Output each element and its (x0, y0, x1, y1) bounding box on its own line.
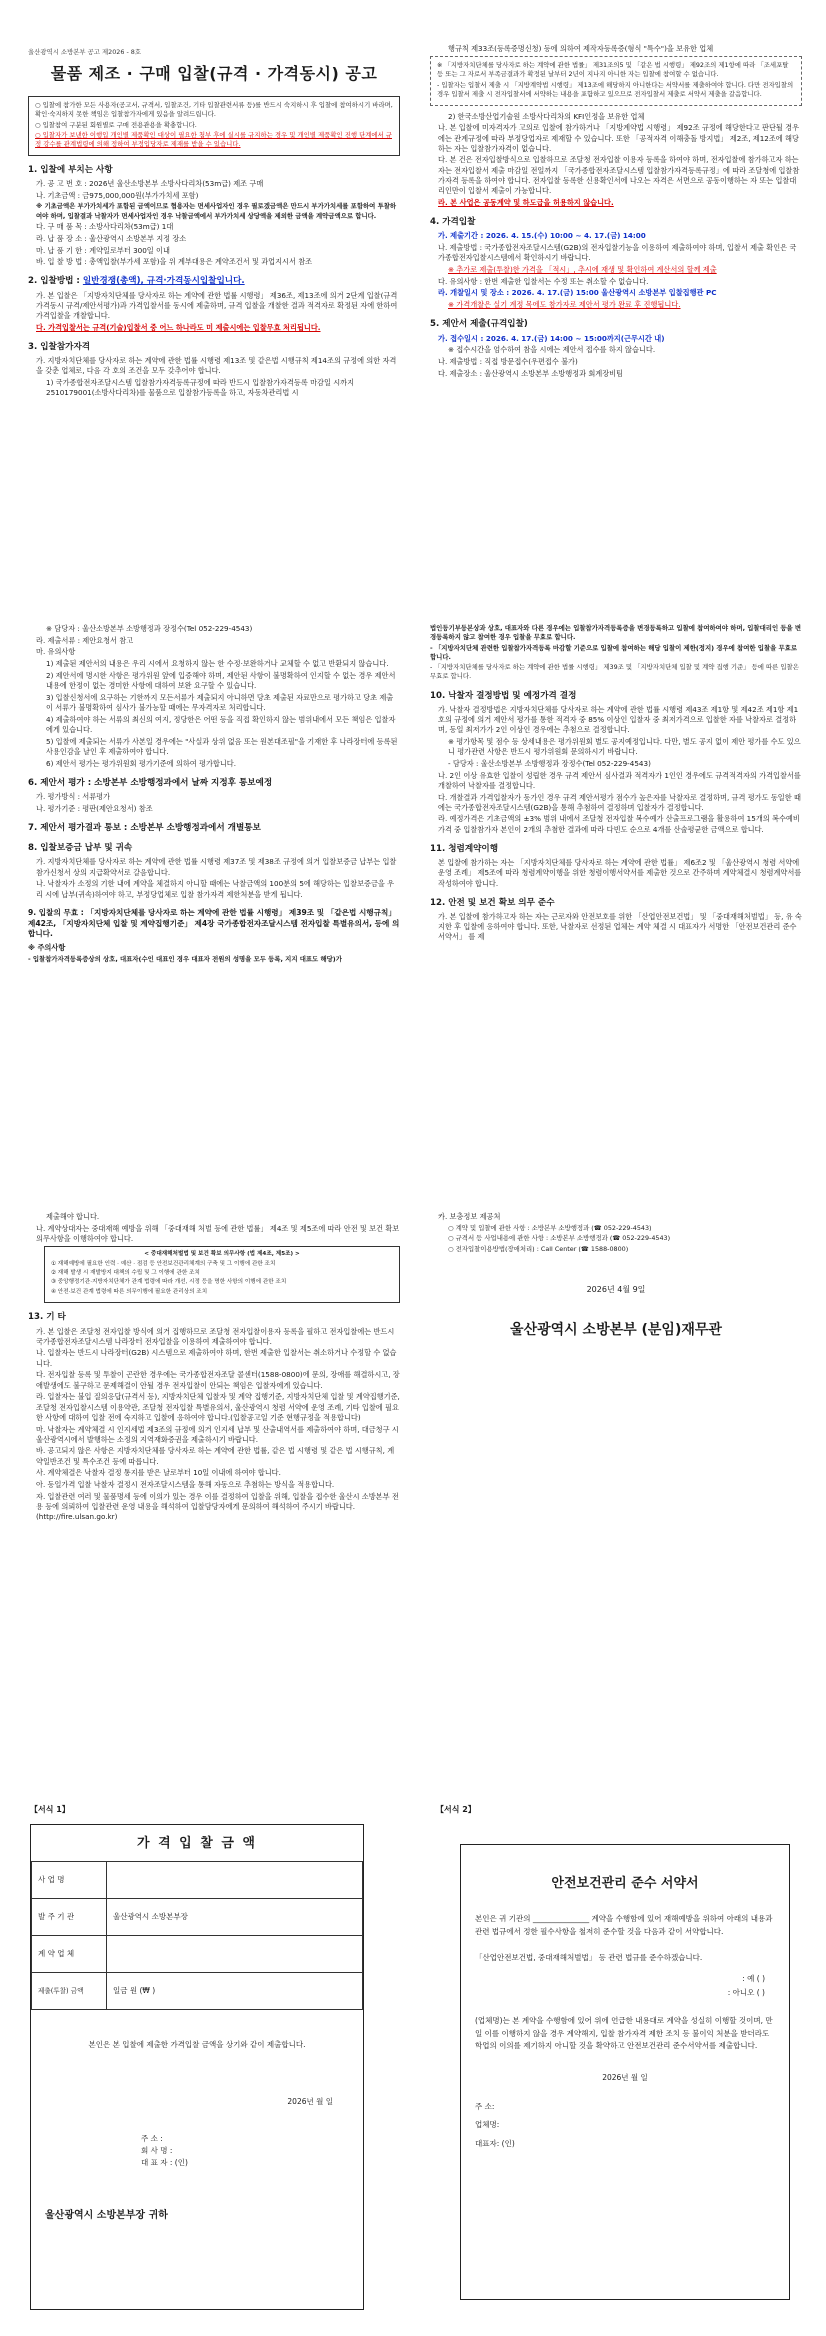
section-12-title: 12. 안전 및 보건 확보 의무 준수 (430, 897, 555, 908)
form-2-no-option[interactable]: : 아니오 ( ) (727, 1988, 765, 1998)
ordering-agency-value: 울산광역시 소방본부장 (107, 1899, 363, 1936)
section-4-period: 가. 제출기간 : 2026. 4. 15.(수) 10:00 ~ 4. 17.(금) 14:00 (438, 231, 646, 241)
form-2-tail: (업체명)는 본 계약을 수행함에 있어 위에 언급한 내용대로 계약을 성실히 이행할 것이며, 만일 이를 이행하지 않을 경우 계약해지, 입찰 참가자격 제한 조치 등 불이익 처분을 받더라도 학업의 이의를 제기하지 아니할 것을 확약하고 안전보건관리 준수서약서를 제출합니다. (475, 2015, 773, 2051)
page-3 (0, 1168, 826, 1752)
proposal-note: 2) 제안서에 명시한 사항은 평가위원 앞에 입증해야 하며, 제안된 사항이 불명확하여 인지할 수 없는 경우 제안서 내용에 한정이 없는 경미한 사항에 대하여 보완 요구할 수 있습니다. (46, 670, 396, 691)
form-2-sign-line: 업체명: (475, 2120, 500, 2130)
section-1-note: ※ 기초금액은 부가가치세가 포함된 금액이므로 협용자는 면세사업자인 경우 필로겠금액은 만드시 부가가치세를 포함하여 투찰하여야 하며, 입찰결과 낙찰자가 면세사업자인 경우 낙찰금액에서 부가가치세 상당액을 제외한 금액을 계약금액으로 합니다. (36, 202, 397, 220)
notice-line: ○ 입찰참여 구분된 회원별로 구매 전용관용을 확충합니다. (35, 120, 197, 129)
section-1-title: 1. 입찰에 부치는 사항 (28, 164, 113, 175)
contact-item: ○ 규격서 등 사업내용에 관한 사항 : 소방본부 소방행정과 (☎ 052-229-4543) (448, 1234, 671, 1243)
bid-amount-field[interactable]: 일금 원 (₩ ) (107, 1973, 363, 2010)
form-2-title: 안전보건관리 준수 서약서 (551, 1876, 699, 1891)
serious-accident-item: ③ 중앙행정기관·지방자치단체가 관계 법령에 따라 개선, 시정 등을 명한 사항의 이행에 관한 조치 (51, 1279, 287, 1286)
page2-right-column (430, 624, 802, 944)
section-2-method: 일반경쟁(총액), 규격·가격동시입찰입니다. (82, 276, 245, 287)
form-1-signature-block (141, 2134, 363, 2169)
invalid-bid-note: - 「지방자치단체 관련한 입찰참가자격등록 마감할 기준으로 입찰에 참여하는 해당 입찰이 제한(정지) 경우에 참여한 입찰을 무효로 합니다. (430, 643, 798, 661)
contact-title: 카. 보충정보 제공처 (438, 1212, 501, 1221)
section-13-item: 라. 입찰자는 불입 질의응답(규격서 등), 지방자치단체 입찰자 및 계약 집행기준, 지방자치단체 입찰 및 계약집행기준, 조달청 전자입찰시스템 이용약관, 조달청 전자입찰 특별유의서, 울산광역시 청렴 서약에 운영 조례, 기타 입찰에 필요한 사항에 대하여 입찰 전에 숙지하고 입찰에 응하여야 합니다.(입찰공고일 기준 현행규정을 적용합니다) (36, 1392, 400, 1422)
section-6-item: 가. 평가방식 : 서류평가 (36, 792, 111, 802)
section-2-item: 가. 본 입찰은 「지방자치단체를 당사자로 하는 계약에 관한 법률 시행령」 제36조, 제13조에 의거 2단계 입찰(규격가격동시 규격/제안서평가)과 가격입찰서를 동시에 제출하며, 규격 입찰을 개찰한 결과 적격자로 확정된 자에 한하여 가격입찰을 개찰합니다. (36, 290, 398, 321)
form-2-body: 본인은 귀 기관의 _______________ 계약을 수행함에 있어 재해예방을 위하여 아래의 내용과 관련 법규에서 정한 필수사항을 철저히 준수할 것을 다음과 같이 서약합니다. (475, 1914, 773, 1937)
form-1-statement: 본인은 본 입찰에 제출한 가격입찰 금액을 상기와 같이 제출합니다. (88, 2040, 306, 2050)
serious-accident-item: ④ 안전·보건 관계 법령에 따른 의무이행에 필요한 관리상의 조치 (51, 1288, 208, 1295)
section-4-note: ※ 추가로 제출(투찰)한 가격을 「적시」, 추시에 재생 및 확인하여 계산서의 할께 제출 (448, 264, 717, 274)
section-10-item: 다. 개찰결과 가격입찰자가 동가인 경우 규격 제안서평가 점수가 높은자를 낙찰자로 결정하며, 규격 평가도 동일한 때에는 국가종합전자조달시스템(G2B)을 통해 추첨하여 결정하며 입찰자가 결정합니다. (438, 792, 801, 812)
section-1-item: 다. 구 매 품 목 : 소방사다리차(53m급) 1대 (36, 222, 174, 232)
section-10-item: 가. 낙찰자 결정방법은 지방자치단체를 당사자로 하는 계약에 관한 법률 시행령 제43조 제1항 및 제42조 제1항 제1호의 규정에 의거 제안서 평가를 통한 적격자 중 85% 이상인 입찰자 중 최저가격으로 입찰한 자를 낙찰자로 결정하며, 동일 최저가가 2인 이상인 경우에는 추첨으로 결정합니다. (438, 704, 799, 735)
section-9-title: 9. 입찰의 무효 : 「지방자치단체를 당사자로 하는 계약에 관한 법률 시행령」 제39조 및 「같은법 시행규칙」 제42조, 「지방자치단체 입찰 및 계약집행기준」 제4장 국가종합전자조달시스템 전자입찰 특별유의서, 등에 의합니다. (28, 907, 400, 939)
section-13-title: 13. 기 타 (28, 1312, 66, 1323)
section-3-item: 가. 지방자치단체를 당사자로 하는 계약에 관한 법률 시행령 제13조 및 같은법 시행규칙 제14조의 규정에 의한 자격을 갖춘 업체로, 다음 각 호의 조건을 모두 갖추어야 합니다. (36, 356, 397, 376)
section-2-warning: 다. 가격입찰서는 규격(기술)입찰서 중 어느 하나라도 미 제출시에는 입찰무효 처리됩니다. (36, 322, 321, 332)
box-line: ※ 「지방자치단체를 당사자로 하는 계약에 관한 법률」 제31조의5 및 「같은 법 시행령」 제92조의 제1항에 따라 「조세포탈 등 또는 그 자로서 부족금결과가 확정된 날부터 2년이 지나지 아니한 자는 입찰에 참여할 수 없습니다. (437, 61, 789, 79)
section-11-title: 11. 청렴계약이행 (430, 843, 499, 854)
serious-accident-box (44, 1246, 400, 1303)
section-5-item: ※ 접수시간을 엄수하여 참을 시에는 제안서 접수를 하지 않습니다. (448, 345, 656, 355)
invalid-bid-note: - 「지방자치단체를 당사자로 하는 계약에 관한 법률 시행령」 제39조 및 「지방자치단체 입찰 및 계약 집행 기준」 등에 따른 입찰은 무효로 합니다. (430, 663, 799, 681)
section-10-title: 10. 낙찰자 결정방법 및 예정가격 결정 (430, 690, 577, 701)
section-3-title: 3. 입찰참가자격 (28, 342, 91, 353)
section-1-item: 가. 공 고 번 호 : 2026년 울산소방본부 소방사다리차(53m급) 제조 구매 (36, 178, 264, 188)
form-1-row (32, 1899, 363, 1936)
contact-item: ○ 계약 및 입찰에 관한 사항 : 소방본부 소방행정과 (☎ 052-229-4543) (448, 1223, 652, 1232)
section-10-contact: - 담당자 : 울산소방본부 소방행정과 장정수(Tel 052-229-4543) (448, 758, 651, 768)
contact-item: ○ 전자입찰이용방법(장애처리) : Call Center (☎ 1588-0800) (448, 1244, 629, 1253)
right-top-text: 행규칙 제33조(등록증명신청) 등에 의하여 제작자등록증(형식 "특수")을 보유한 업체 (448, 44, 714, 53)
contractor-field[interactable] (107, 1936, 363, 1973)
form-1-sign-line: 주 소 : (141, 2133, 163, 2143)
page3-left-column (28, 1212, 400, 1524)
section-2-title-text: 2. 입찰방법 : (28, 276, 83, 287)
form-1-addressee: 울산광역시 소방본부장 귀하 (45, 2209, 168, 2221)
qualification-item: 2) 한국소방산업기술원 소방사다리차의 KFI인정을 보유한 업체 (448, 111, 645, 121)
section-4-title: 4. 가격입찰 (430, 217, 476, 228)
proposal-item: 마. 유의사항 (36, 647, 76, 657)
notice-issuer: 울산광역시 소방본부 (분임)재무관 (510, 1322, 722, 1339)
section-4-item: 다. 유의사항 : 한번 제출한 입찰서는 수정 또는 취소할 수 없습니다. (438, 276, 649, 286)
form-1-row-label: 사 업 명 (32, 1862, 107, 1899)
section-4-opening: 라. 개찰일시 및 장소 : 2026. 4. 17.(금) 15:00 울산광역시 소방본부 입찰집행관 PC (438, 288, 717, 298)
section-10-item: 라. 예정가격은 기초금액의 ±3% 범위 내에서 조달청 전자입찰 복수예가 산출프로그램을 활용하여 15개의 복수예비가격 중 입찰참가자 본인이 2개의 추첨한 결과에 따라 다빈도 순으로 4개를 산술평균한 금액으로 합니다. (438, 814, 800, 834)
page-2 (0, 584, 826, 1168)
notice-title: 물품 제조 · 구매 입찰(규격 · 가격동시) 공고 (50, 64, 378, 84)
section-10-item: 나. 2인 이상 유효한 입찰이 성립한 경우 규격 제안서 심사결과 적격자가 1인인 경우에도 규격적격자의 가격입찰서를 개찰하여 낙찰자를 결정합니다. (438, 770, 801, 790)
section-5-period: 가. 접수일시 : 2026. 4. 17.(금) 14:00 ~ 15:00까지(근무시간 내) (438, 333, 665, 343)
form-1-row-label: 제출(투찰) 금액 (32, 1973, 107, 2010)
box-line: - 입찰자는 입찰서 제출 시 「지방계약법 시행령」 제13조에 해당하지 아니한다는 서약서를 제출하여야 합니다. 다만 전자입찰의 경우 입찰서 제출 시 전자입찰서에 서약하는 내용을 포함하고 있으므로 전자입찰서 제출로 서약서 제출을 갈음합니다. (437, 80, 794, 98)
section-4-note: ※ 가격개찰은 실기 계정 목에도 참가자로 제안서 평가 완료 후 진행됩니다. (448, 300, 681, 310)
section-6-item: 나. 평가기준 : 평판(제안요청서) 참조 (36, 803, 153, 813)
form-2-law: 「산업안전보건법, 중대재해처벌법」 등 관련 법규를 준수하겠습니다. (475, 1952, 703, 1962)
proposal-note: 3) 입찰신청서에 요구하는 기한까지 모든서류가 제출되지 아니하면 당초 제출된 자료만으로 평가하고 당초 제출이 서류가 불명확하여 심사가 불가능할 때에는 무자격자로 처리합니다. (46, 692, 394, 713)
section-6-title: 6. 제안서 평가 : 소방본부 소방행정과에서 날짜 지정후 통보예정 (28, 777, 273, 788)
project-name-field[interactable] (107, 1862, 363, 1899)
form-1-label: 【서식 1】 (30, 1805, 70, 1814)
notice-number: 울산광역시 소방본부 공고 제2026 - 8호 (28, 48, 142, 56)
page-1 (0, 0, 826, 584)
section-13-item: 다. 전자입찰 등록 및 투찰이 곤란한 경우에는 국가종합전자조달 콜센터(1588-0800)에 문의, 장애를 해결하시고, 장애발생에도 불구하고 문제해결이 안될 경우 전자입찰이 안되는 책임은 입찰자에게 있습니다. (36, 1370, 400, 1390)
safety-text: 나. 계약상대자는 중대재해 예방을 위해 「중대재해 처벌 등에 관한 법률」 제4조 및 제5조에 따라 안전 및 보건 확보 의무사항을 이행하여야 합니다. (36, 1223, 400, 1243)
section-8-item: 가. 지방자치단체를 당사자로 하는 계약에 관한 법률 시행령 제37조 및 제38조 규정에 의거 입찰보증금 납부는 입찰참가신청서 상의 지급확약서로 갈음합니다. (36, 857, 397, 877)
contact-person: ※ 담당자 : 울산소방본부 소방행정과 장정수(Tel 052-229-4543) (46, 624, 253, 633)
notice-box (28, 96, 400, 156)
form-1-table (31, 1861, 363, 2010)
form-1-row (32, 1973, 363, 2010)
form-2-date: 2026년 월 일 (602, 2073, 648, 2083)
form-2-label: 【서식 2】 (436, 1805, 476, 1814)
right-top-box (430, 56, 802, 105)
section-1-item: 라. 납 품 장 소 : 울산광역시 소방본부 지정 장소 (36, 233, 187, 243)
section-9-note-title: ※ 주의사항 (28, 943, 66, 953)
proposal-note: 6) 제안서 평가는 평가위원회 평가기준에 의하여 평가합니다. (46, 758, 237, 768)
section-5-item: 나. 제출방법 : 직접 방문접수(우편접수 불가) (438, 356, 578, 366)
section-13-item: 바. 공고되지 않은 사항은 지방자치단체를 당사자로 하는 계약에 관한 법률, 같은 법 시행령 및 같은 법 시행규칙, 계약일반조건 및 특수조건 등에 따릅니다. (36, 1446, 395, 1466)
proposal-note: 4) 제출하여야 하는 서류의 최신의 여지, 정당한은 어떤 등을 직접 확인하지 않는 범위내에서 모든 책임은 입찰자에게 있습니다. (46, 714, 396, 734)
form-1-row-label: 발 주 기 관 (32, 1899, 107, 1936)
section-1-item: 나. 기초금액 : 금975,000,000원(부가가치세 포함) (36, 190, 199, 200)
form-1-date: 2026년 월 일 (287, 2097, 333, 2107)
section-5-title: 5. 제안서 제출(규격입찰) (430, 319, 528, 330)
safety-text: 제출해야 합니다. (46, 1212, 100, 1221)
form-1-title: 가 격 입 찰 금 액 (137, 1836, 257, 1851)
form-1-row (32, 1862, 363, 1899)
form-2-safety-pledge (460, 1844, 790, 2300)
section-13-item: 자. 입찰관련 여러 및 물품명세 등에 이의가 있는 경우 이를 결정하여 입찰을 위해, 입찰을 접수한 울산시 소방본부 전용 등에 의뢰하여 입찰관련 운영 내용을 해석하여 입찰담당자에게 문의하여 해석하여 주시기 바랍니다.(http://fire.ulsan.go.kr) (36, 1491, 399, 1522)
section-3-item: 1) 국가종합전자조달시스템 입찰참가자격등록규정에 따라 반드시 입찰참가자격등록 마감일 시까지 2510179001(소방사다리차)를 물품으로 입찰참가등록을 하고, 자동차관리법 시 (46, 378, 355, 398)
invalid-bid-note: 법인등기부등본상과 상호, 대표자와 다른 경우에는 입찰참가자격등록증을 변경등록하고 입찰에 참여하여야 하며, 입찰대리인 등을 변경등록하지 않고 참여한 경우 입찰을 무효로 합니다. (430, 624, 802, 642)
qualification-item: 다. 본 건은 전자입찰방식으로 입찰하므로 조달청 전자입찰 이용자 등록을 하여야 하며, 전자입찰에 참가하고자 하는 자는 전자입찰서 제출 마감일 전일까지 「국가종합전자조달시스템 입찰참가자격등록규정」에 따라 조달청에 입찰참가자격 등록을 하여야 합니다. 전자입찰 등록한 신용확인서에 나오는 자격은 서면으로 공동이행하는 자 또는 입찰대리인만이 입찰서 제출이 가능합니다. (438, 155, 800, 196)
section-11-text: 본 입찰에 참가하는 자는 「지방자치단체를 당사자로 하는 계약에 관한 법률」 제6조2 및 「울산광역시 청렴 서약에 운영 조례」 제5조에 따라 청렴계약이행을 위한 청렴이행서약서를 제출한 것으로 간주하며 계약체결시 청렴계약서를 작성하여야 합니다. (438, 858, 802, 888)
form-2-signature-block (475, 2102, 775, 2150)
proposal-note: 5) 입찰에 제출되는 서류가 사본일 경우에는 "사실과 상위 없음 또는 원본대조필"을 기재한 후 나라장터에 등록된 사용인감을 날인 후 제출하여야 합니다. (46, 736, 398, 756)
page-4 (0, 1752, 826, 2336)
serious-accident-box-title: < 중대재해처벌법 및 보건 확보 의무사항 (법 제4조, 제5조) > (144, 1251, 300, 1258)
page3-right-column (430, 1212, 802, 1343)
form-1-sign-line: 대 표 자 : (인) (141, 2158, 188, 2168)
form-1-row-label: 계 약 업 체 (32, 1936, 107, 1973)
section-13-item: 마. 낙찰자는 계약체결 시 인지세법 제3조의 규정에 의거 인지세 납부 및 산출내역서를 제출하여야 하며, 대금청구 시 울산광역시에서 발행하는 소정의 지역재화증권을 제출하시기 바랍니다. (36, 1424, 399, 1444)
section-9-note: - 입찰참가자격등록증상의 상호, 대표자(수인 대표인 경우 대표자 전원의 성명을 모두 등록, 지지 대표도 해당)가 (28, 954, 342, 963)
section-4-item: 나. 제출방법 : 국가종합전자조달시스템(G2B)의 전자입찰기능을 이용하여 제출하여야 하며, 입찰서 제출 확인은 국가종합전자입찰시스템에서 확인하시기 바랍니다. (438, 242, 797, 263)
section-5-item: 다. 제출장소 : 울산광역시 소방본부 소방행정과 회계장비팀 (438, 368, 624, 378)
section-10-note: ※ 평가항목 및 점수 등 상세내용은 평가위원회 별도 공지예정입니다. 다만, 별도 공지 없이 제안 평가를 수도 있으니 평가관련 사항은 반드시 평가위원회 문의하시기 바랍니다. (448, 736, 801, 757)
form-2-sign-line: 주 소: (475, 2101, 495, 2111)
form-1-sign-line: 회 사 명 : (141, 2145, 173, 2155)
section-1-item: 바. 입 찰 방 법 : 총액입찰(부가세 포함)을 위 계부대용은 계약조건서 및 과업지시서 참조 (36, 257, 313, 267)
section-8-title: 8. 입찰보증금 납부 및 귀속 (28, 843, 133, 854)
notice-date: 2026년 4월 9일 (586, 1285, 646, 1294)
qualification-warning: 라. 본 사업은 공동계약 및 하도급을 허용하지 않습니다. (438, 197, 614, 207)
section-13-item: 아. 동일가격 입찰 낙찰자 결정시 전자조달시스템을 통해 자동으로 추첨하는 방식을 적용합니다. (36, 1480, 335, 1490)
proposal-note: 1) 제출된 제안서의 내용은 우리 시에서 요청하지 않는 한 수정·보완하거나 교체할 수 없고 반환되지 않습니다. (46, 659, 389, 669)
section-13-item: 가. 본 입찰은 조달청 전자입찰 방식에 의거 집행하므로 조달청 전자입찰이용자 등록을 필하고 전자입찰에는 반드시 국가종합전자조달시스템 나라장터 전자입찰을 이용하여 제출하여야 합니다. (36, 1326, 395, 1346)
section-13-item: 나. 입찰자는 반드시 나라장터(G2B) 시스템으로 제출하여야 하며, 한번 제출한 입찰서는 취소하거나 수정할 수 없습니다. (36, 1348, 397, 1368)
section-13-item: 사. 계약체결은 낙찰자 결정 통지를 받은 날로부터 10일 이내에 하여야 합니다. (36, 1468, 281, 1478)
form-2-yes-option[interactable]: : 예 ( ) (742, 1973, 765, 1983)
form-2-sign-line: 대표자: (인) (475, 2139, 515, 2149)
serious-accident-item: ② 재해 발생 시 재발방지 대책의 수립 및 그 이행에 관한 조치 (51, 1270, 200, 1277)
section-8-item: 나. 낙찰자가 소정의 기한 내에 계약을 체결하지 아니할 때에는 낙찰금액의 100분의 5에 해당하는 입찰보증금을 우리 시에 납부(귀속)하여야 하고, 부정당업체로 입찰 참가자격 제한처분을 받게 됩니다. (36, 879, 395, 899)
page1-right-column (430, 44, 802, 380)
proposal-item: 라. 제출서류 : 제안요청서 참고 (36, 635, 134, 645)
section-12-text: 가. 본 입찰에 참가하고자 하는 자는 근로자와 안전보호를 위한 「산업안전보건법」 및 「중대재해처벌법」 등, 유 숙지한 후 입찰에 응하여야 합니다. 또한, 낙찰자로 선정된 업체는 계약 체결 시 대표자가 서명한 「안전보건관리 준수 서약서」 를 제 (438, 911, 802, 942)
page2-left-column (28, 624, 400, 965)
notice-line: ○ 입찰에 참가한 모든 사용자(공고서, 규격서, 입찰조건, 기타 입찰관련서류 등)를 반드시 숙지하시 후 입찰에 참여하시기 바라며, 확인·숙지하지 못한 책임은 입찰참가자에게 있음을 알려드립니다. (35, 100, 393, 118)
form-1-price-bid (30, 1824, 364, 2310)
section-7-title: 7. 제안서 평가결과 통보 : 소방본부 소방행정과에서 개별통보 (28, 822, 261, 833)
qualification-item: 나. 본 입찰에 미자격자가 고의로 입찰에 참가하거나 「지방계약법 시행령」 제92조 규정에 해당한다고 판단될 경우에는 관계규정에 따라 부정당업자로 제재할 수 있습니다. 또한 「공적자격 이해충돌 방지법」 제2조, 제12조에 해당하는 자는 입찰참가자격이 없습니다. (438, 123, 800, 153)
form-1-row (32, 1936, 363, 1973)
page1-left-column (28, 48, 400, 400)
notice-line-warning: ○ 입찰자가 보낸한 이행입 개인별 제품확인 대상이 필요한 첨부 후에 실시를 규지하는 경우 및 개인별 제품확인 진행 단계에서 규정 강수를 관계법령에 의해 정하여 부정입당자로 제재를 받을 수 있습니다. (35, 131, 392, 149)
section-2-title (28, 275, 400, 287)
section-1-item: 마. 납 품 기 한 : 계약일로부터 300일 이내 (36, 245, 170, 255)
serious-accident-item: ① 재해예방에 필요한 인력 · 예산 · 점검 등 안전보건관리체계의 구축 및 그 이행에 관한 조치 (51, 1260, 276, 1267)
